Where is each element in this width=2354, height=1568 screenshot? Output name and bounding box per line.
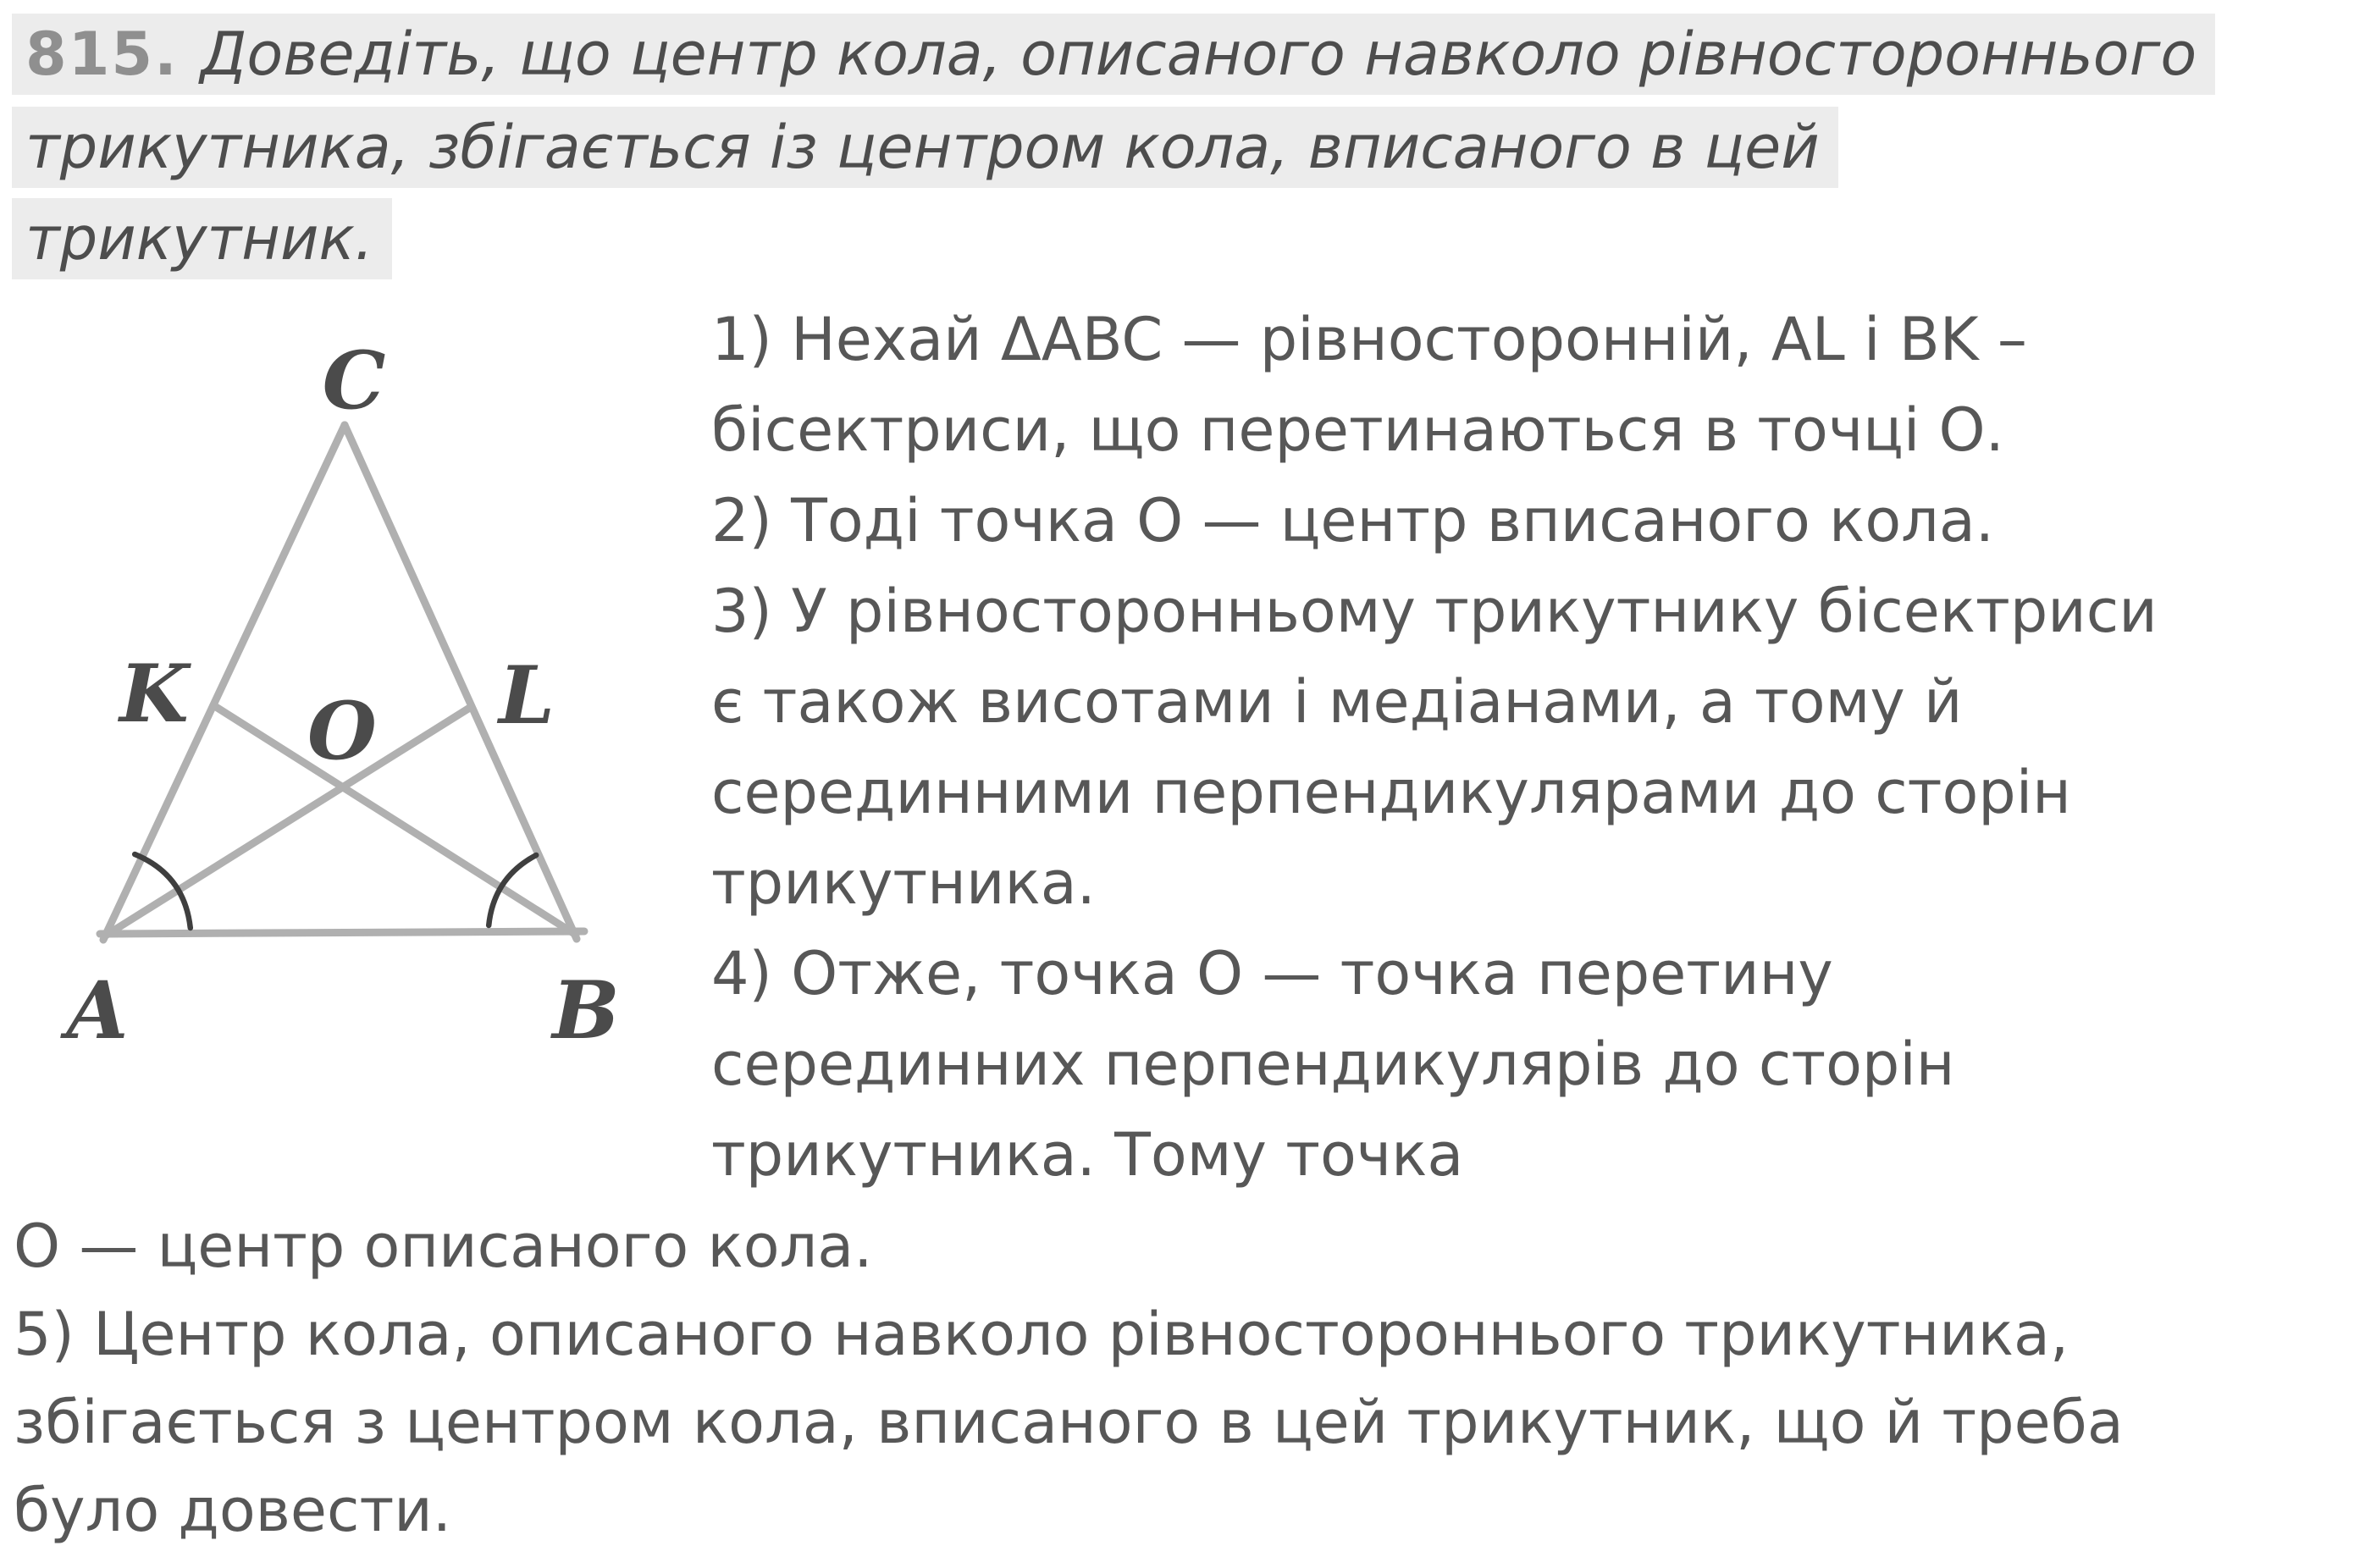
problem-text-line-3: трикутник. xyxy=(25,204,373,273)
solution-line: бісектриси, що перетинаються в точці О. xyxy=(711,395,2004,465)
problem-statement-line-1 xyxy=(12,14,2215,95)
vertex-label-a: A xyxy=(66,964,129,1050)
problem-text-line-1: Доведіть, що центр кола, описаного навколо рівностороннього xyxy=(200,19,2197,89)
solution-conclusion xyxy=(14,1202,2124,1554)
vertex-label-b: B xyxy=(552,964,620,1050)
angle-arc-a xyxy=(135,854,191,928)
point-label-o: O xyxy=(307,685,377,778)
problem-statement-line-2 xyxy=(12,107,1838,188)
solution-line: трикутника. xyxy=(711,848,1096,918)
conclusion-line: збігається з центром кола, вписаного в цей трикутник, що й треба xyxy=(14,1388,2124,1457)
solution-line: 3) У рівносторонньому трикутнику бісектриси xyxy=(711,577,2158,646)
triangle-side-ab xyxy=(100,931,584,934)
conclusion-line: було довести. xyxy=(14,1476,451,1545)
point-label-l: L xyxy=(498,649,555,743)
solution-line: є також висотами і медіанами, а тому й xyxy=(711,667,1963,737)
solution-line: серединними перпендикулярами до сторін xyxy=(711,758,2071,827)
vertex-label-c: C xyxy=(322,334,386,428)
point-label-k: K xyxy=(119,648,189,741)
problem-text-line-2: трикутника, збігається із центром кола, вписаного в цей xyxy=(25,113,1820,182)
solution-line: серединних перпендикулярів до сторін xyxy=(711,1030,1955,1099)
conclusion-line: О — центр описаного кола. xyxy=(14,1212,873,1281)
problem-statement-line-3 xyxy=(12,198,392,279)
conclusion-line: 5) Центр кола, описаного навколо рівностороннього трикутника, xyxy=(14,1300,2069,1369)
solution-steps-column xyxy=(711,295,2158,1201)
solution-line: трикутника. Тому точка xyxy=(711,1120,1464,1190)
triangle-figure xyxy=(0,322,644,1050)
problem-number: 815. xyxy=(25,19,179,89)
solution-line: 1) Нехай ΔABC — рівносторонній, AL і BK – xyxy=(711,305,2027,374)
solution-line: 2) Тоді точка О — центр вписаного кола. xyxy=(711,486,1995,555)
solution-line: 4) Отже, точка О — точка перетину xyxy=(711,939,1833,1008)
